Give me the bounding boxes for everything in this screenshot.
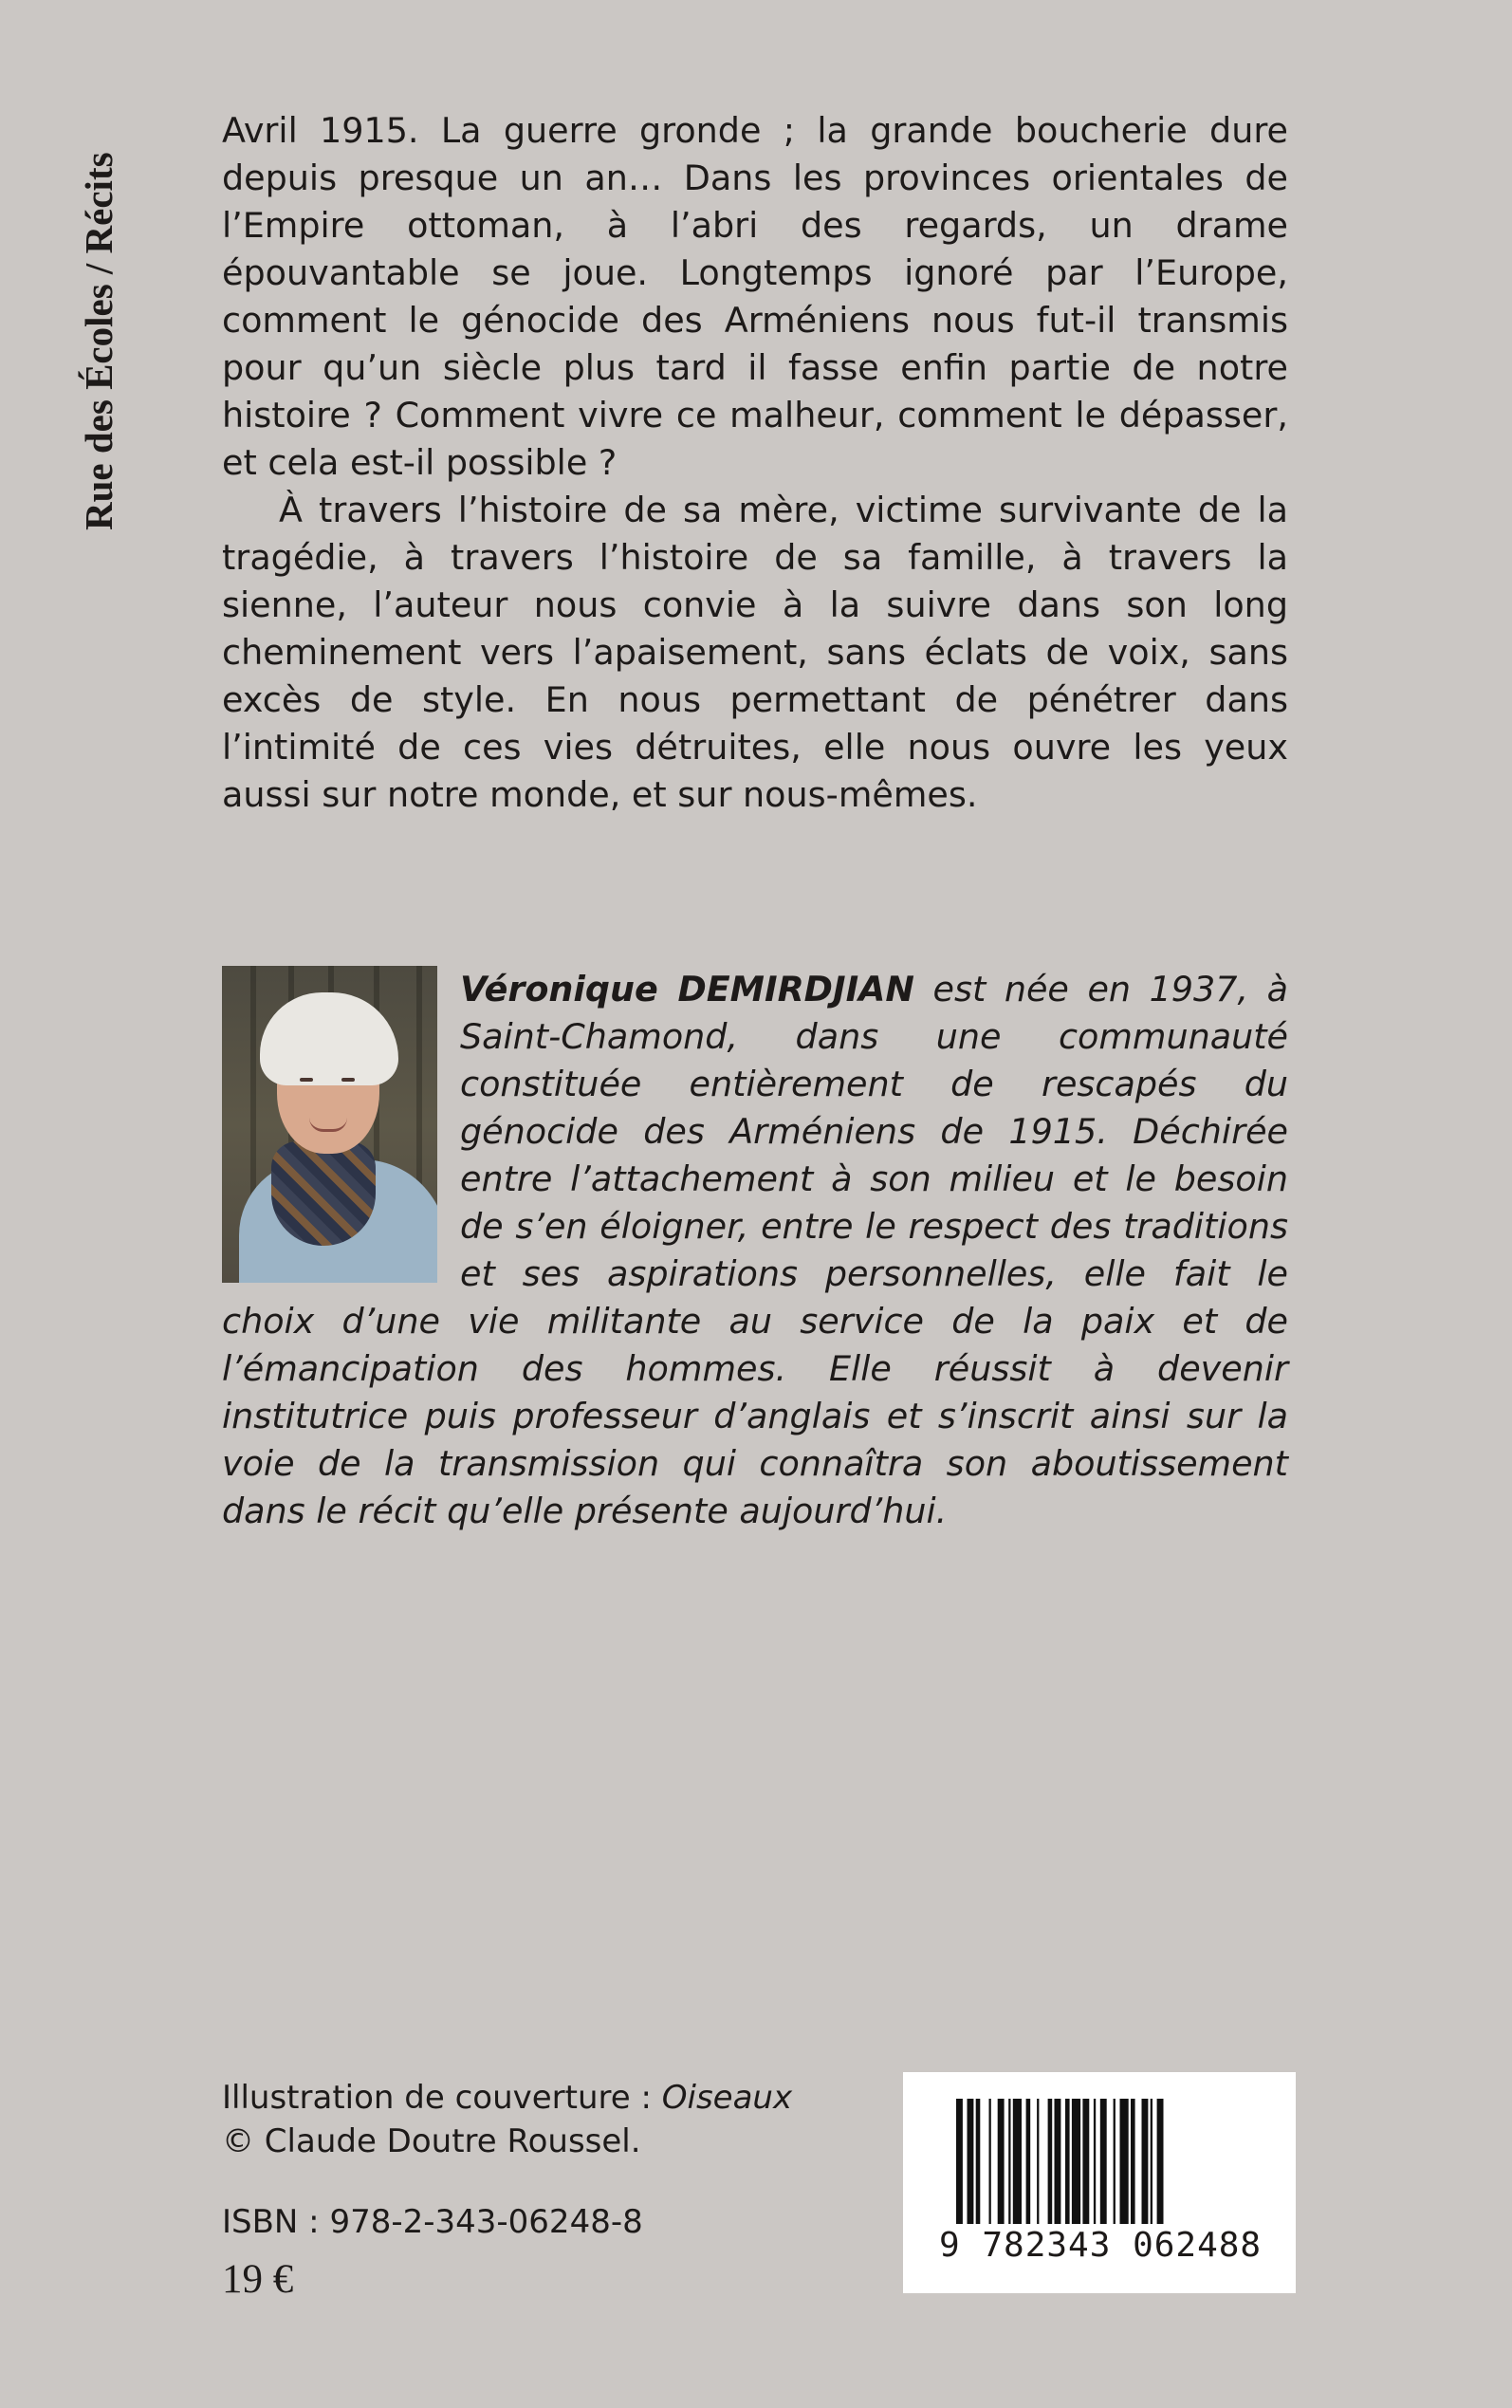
illustration-copyright: © Claude Doutre Roussel.	[222, 2122, 641, 2160]
author-bio-text: est née en 1937, à Saint-Chamond, dans une communauté constituée entièrement de rescapés du génocide des Arméniens de 1915. Déchirée entre l’attachement à son milieu et le besoin de s’en éloigner, entre le respect des traditions et ses aspirations personnelles, elle fait le choix d’une vie militante au service de la paix et de l’émancipation des hommes. Elle réussit à devenir institutrice puis professeur d’anglais et s’inscrit ainsi sur la voie de la transmission qui connaîtra son aboutissement dans le récit qu’elle présente aujourd’hui.	[222, 969, 1288, 1531]
author-photo	[222, 966, 437, 1283]
summary-paragraph-1: Avril 1915. La guerre gronde ; la grande boucherie dure depuis presque un an… Dans les provinces orientales de l’Empire ottoman, à l’abri des regards, un drame épouvantable se joue. Longtemps ignoré par l’Europe, comment le génocide des Arméniens nous fut-il transmis pour qu’un siècle plus tard il fasse enfin partie de notre histoire ? Comment vivre ce malheur, comment le dépasser, et cela est-il possible ?	[222, 110, 1288, 483]
barcode-digits: 9 782343 062488	[939, 2226, 1263, 2265]
author-bio	[222, 966, 1288, 1535]
barcode-bars	[956, 2099, 1243, 2224]
spine-series-title: Rue des Écoles / Récits	[77, 152, 120, 531]
cover-credits	[222, 2076, 792, 2163]
illustration-label: Illustration de couverture :	[222, 2079, 662, 2117]
price: 19 €	[222, 2257, 294, 2302]
author-name: Véronique DEMIRDJIAN	[460, 969, 914, 1010]
illustration-title: Oiseaux	[661, 2079, 793, 2117]
summary-paragraph-2: À travers l’histoire de sa mère, victime survivante de la tragédie, à travers l’histoire de sa famille, à travers la sienne, l’auteur nous convie à la suivre dans son long cheminement vers l’apaisement, sans éclats de voix, sans excès de style. En nous permettant de pénétrer dans l’intimité de ces vies détruites, elle nous ouvre les yeux aussi sur notre monde, et sur nous-mêmes.	[222, 490, 1288, 815]
barcode	[903, 2072, 1296, 2293]
isbn-number: ISBN : 978-2-343-06248-8	[222, 2203, 643, 2241]
